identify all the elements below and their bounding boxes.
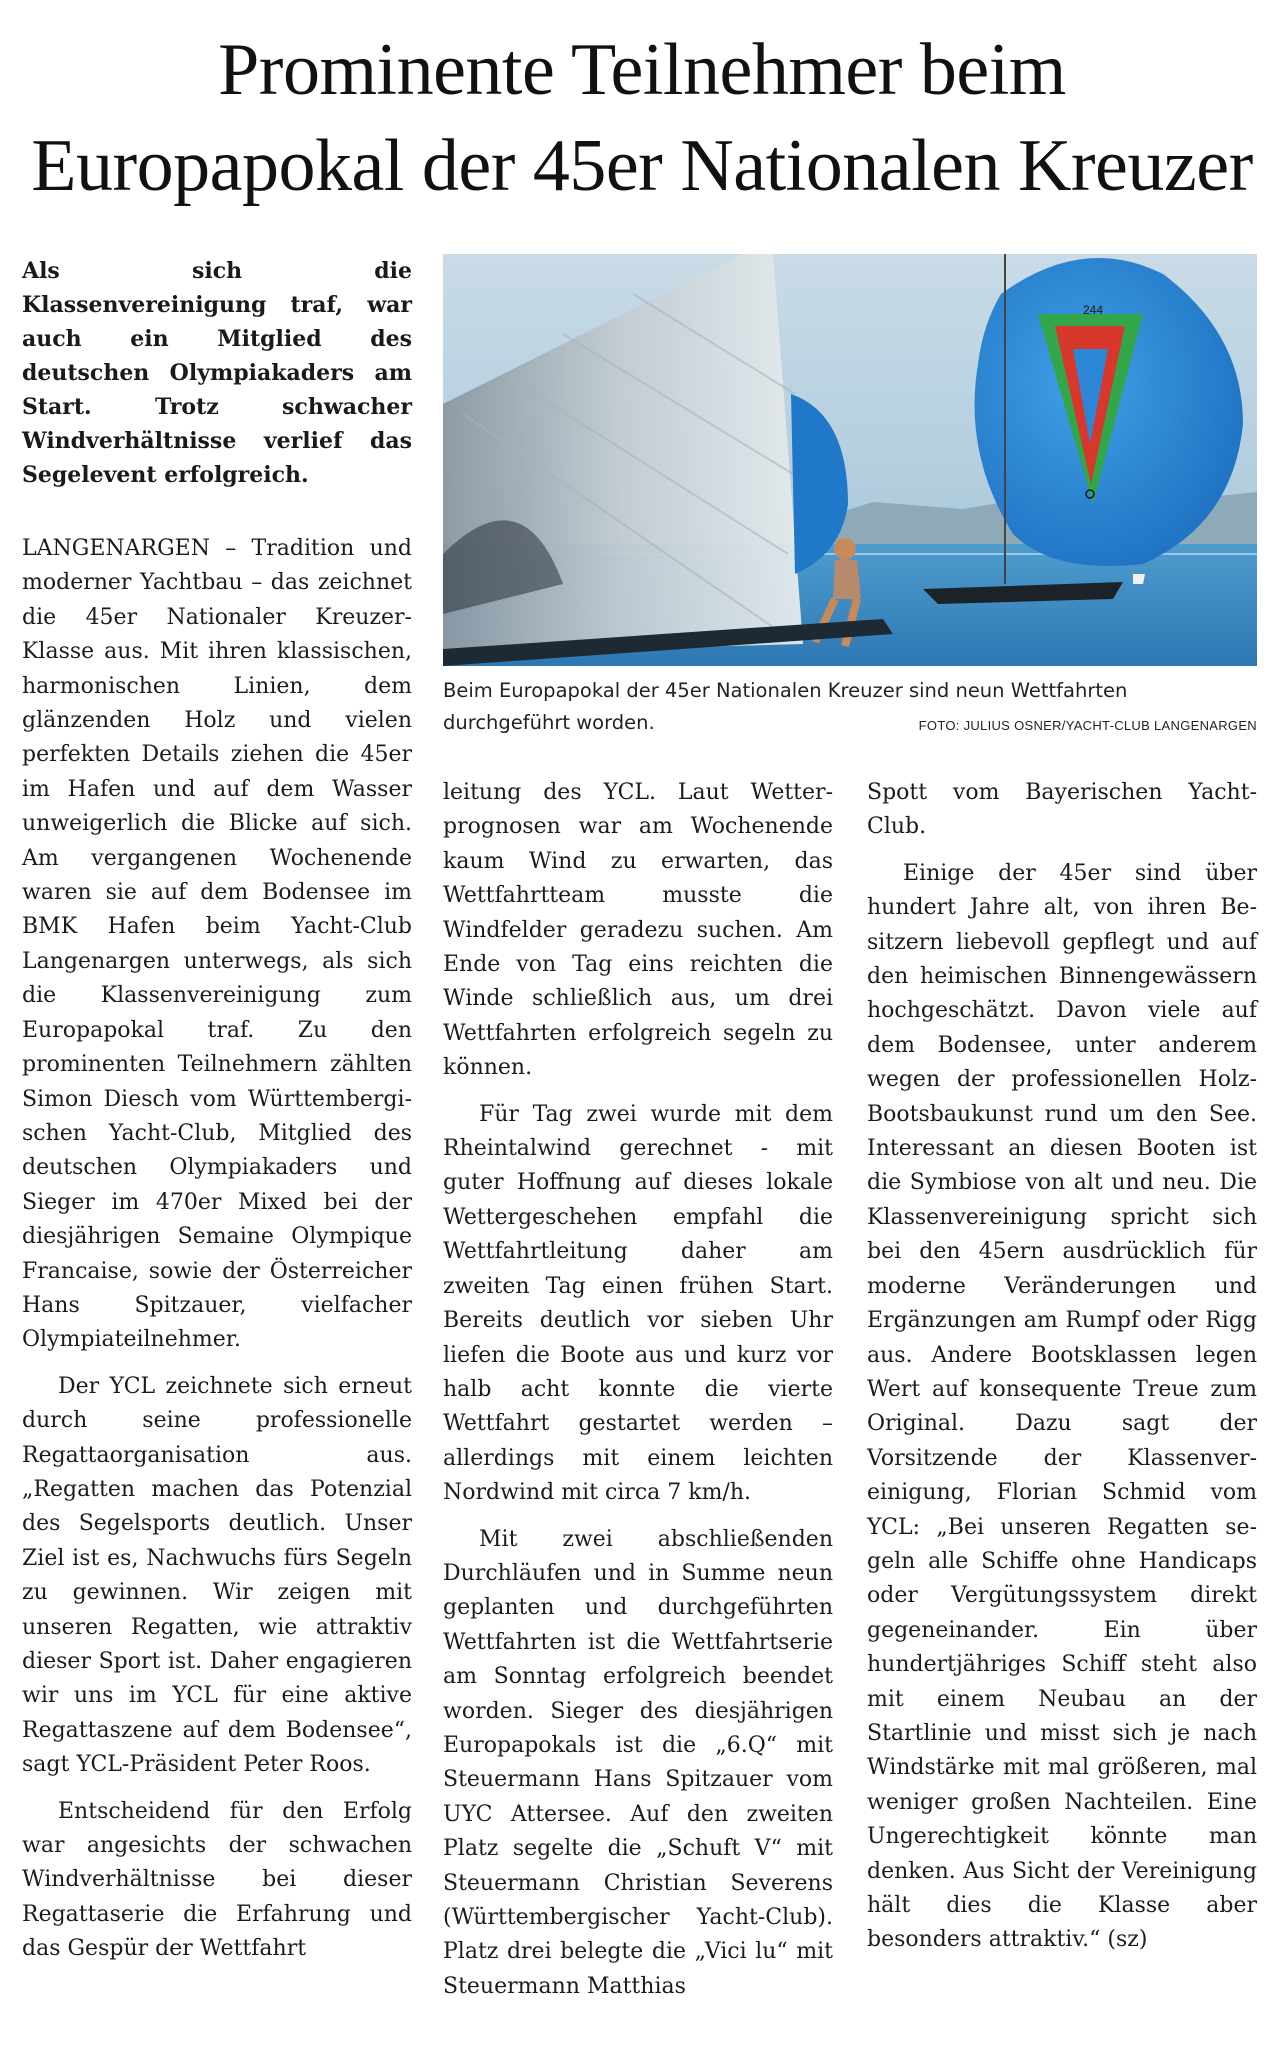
article-headline xyxy=(0,22,1284,214)
article-column-2 xyxy=(443,776,833,2016)
article-photo xyxy=(443,254,1257,666)
headline-line-2: Europapokal der 45er Nationalen Kreuzer xyxy=(31,125,1253,207)
paragraph: LANGENARGEN – Tradition und moderner Yachtbau – das zeichnet die 45er Nationaler Kreuzer-Klasse aus. Mit ihren klassischen, harmonischen Linien, dem glänzenden Holz und vielen perfekten Details ziehen die 45er im Hafen und auf dem Wasser unweigerlich die Blicke auf sich. Am vergangenen Wochenende waren sie auf dem Bodensee im BMK Hafen beim Yacht-Club Langenargen unterwegs, als sich die Klassenvereinigung zum Europapokal traf. Zu den prominenten Teilnehmern zählten Simon Diesch vom Württembergischen Yacht-Club, Mitglied des deutschen Olympiakaders und Sieger im 470er Mixed bei der diesjährigen Semaine Olympique Francaise, sowie der Österreicher Hans Spitzauer, vielfacher Olympiateilnehmer. xyxy=(22,536,412,1353)
article-column-3 xyxy=(867,776,1257,1970)
photo-credit: FOTO: JULIUS OSNER/YACHT-CLUB LANGENARGEN xyxy=(918,718,1257,733)
paragraph: Spott vom Bayerischen Yacht-Club. xyxy=(867,780,1257,840)
paragraph: Einige der 45er sind über hundert Jahre alt, von ihren Besitzern liebevoll gepflegt und auf den heimischen Binnengewässern hochgeschätzt. Davon viele auf dem Bodensee, unter anderem wegen der professionellen Holz-Bootsbaukunst rund um den See. Interessant an diesen Booten ist die Symbiose von alt und neu. Die Klassenvereinigung spricht sich bei den 45ern ausdrücklich für moderne Veränderungen und Ergänzungen am Rumpf oder Rigg aus. Andere Bootsklassen legen Wert auf konsequente Treue zum Original. Dazu sagt der Vorsitzende der Klassenvereinigung, Florian Schmid vom YCL: „Bei unseren Regatten segeln alle Schiffe ohne Handicaps oder Vergütungssystem direkt gegeneinander. Ein über hundertjähriges Schiff steht also mit einem Neubau an der Startlinie und misst sich je nach Windstärke mit mal größeren, mal weniger großen Nachteilen. Eine Ungerechtigkeit könnte man denken. Aus Sicht der Vereinigung hält dies die Klasse aber besonders attraktiv.“ (sz) xyxy=(867,860,1257,1953)
paragraph: Mit zwei abschließenden Durchläufen und in Summe neun geplanten und durchgeführten Wettfahrten ist die Wettfahrtserie am Sonntag erfolgreich beendet worden. Sieger des diesjährigen Europapokals ist die „6.Q“ mit Steuermann Hans Spitzauer vom UYC Attersee. Auf den zweiten Platz segelte die „Schuft V“ mit Steuermann Christian Severens (Württembergischer Yacht-Club). Platz drei belegte die „Vici lu“ mit Steuermann Matthias xyxy=(443,1526,833,1999)
article-column-1 xyxy=(22,532,412,1979)
paragraph: Für Tag zwei wurde mit dem Rheintalwind gerechnet - mit guter Hoffnung auf dieses lokale Wettergeschehen empfahl die Wettfahrtleitung daher am zweiten Tag einen frühen Start. Bereits deutlich vor sieben Uhr liefen die Boote aus und kurz vor halb acht konnte die vierte Wettfahrt gestartet werden – allerdings mit einem leichten Nordwind mit circa 7 km/h. xyxy=(443,1101,833,1506)
article-lead: Als sich die Klassenvereinigung traf, war auch ein Mitglied des deutschen Olympiakaders am Start. Trotz schwacher Windverhältnisse verlief das Segelevent erfolgreich. xyxy=(22,258,412,488)
sailing-photo-illustration xyxy=(443,254,1257,666)
headline-line-1: Prominente Teilnehmer beim xyxy=(218,29,1066,111)
sail-number: 244 xyxy=(1083,303,1104,317)
paragraph: leitung des YCL. Laut Wetterprognosen war am Wochenende kaum Wind zu erwarten, das Wettfahrtteam musste die Windfelder geradezu suchen. Am Ende von Tag eins reichten die Winde schließlich aus, um drei Wettfahrten erfolgreich segeln zu können. xyxy=(443,780,833,1081)
photo-caption: Beim Europapokal der 45er Nationalen Kreuzer sind neun Wettfahrten durchgeführt worden. xyxy=(443,679,1128,734)
paragraph: Entscheidend für den Erfolg war angesichts der schwachen Windverhältnisse bei dieser Regattaserie die Erfahrung und das Gespür der Wettfahrt xyxy=(22,1798,412,1962)
paragraph: Der YCL zeichnete sich erneut durch seine professionelle Regattaorganisation aus. „Regatten machen das Potenzial des Segelsports deutlich. Unser Ziel ist es, Nachwuchs fürs Segeln zu gewinnen. Wir zeigen mit unseren Regatten, wie attraktiv dieser Sport ist. Daher engagieren wir uns im YCL für eine aktive Regattaszene auf dem Bodensee“, sagt YCL-Präsident Peter Roos. xyxy=(22,1373,412,1778)
